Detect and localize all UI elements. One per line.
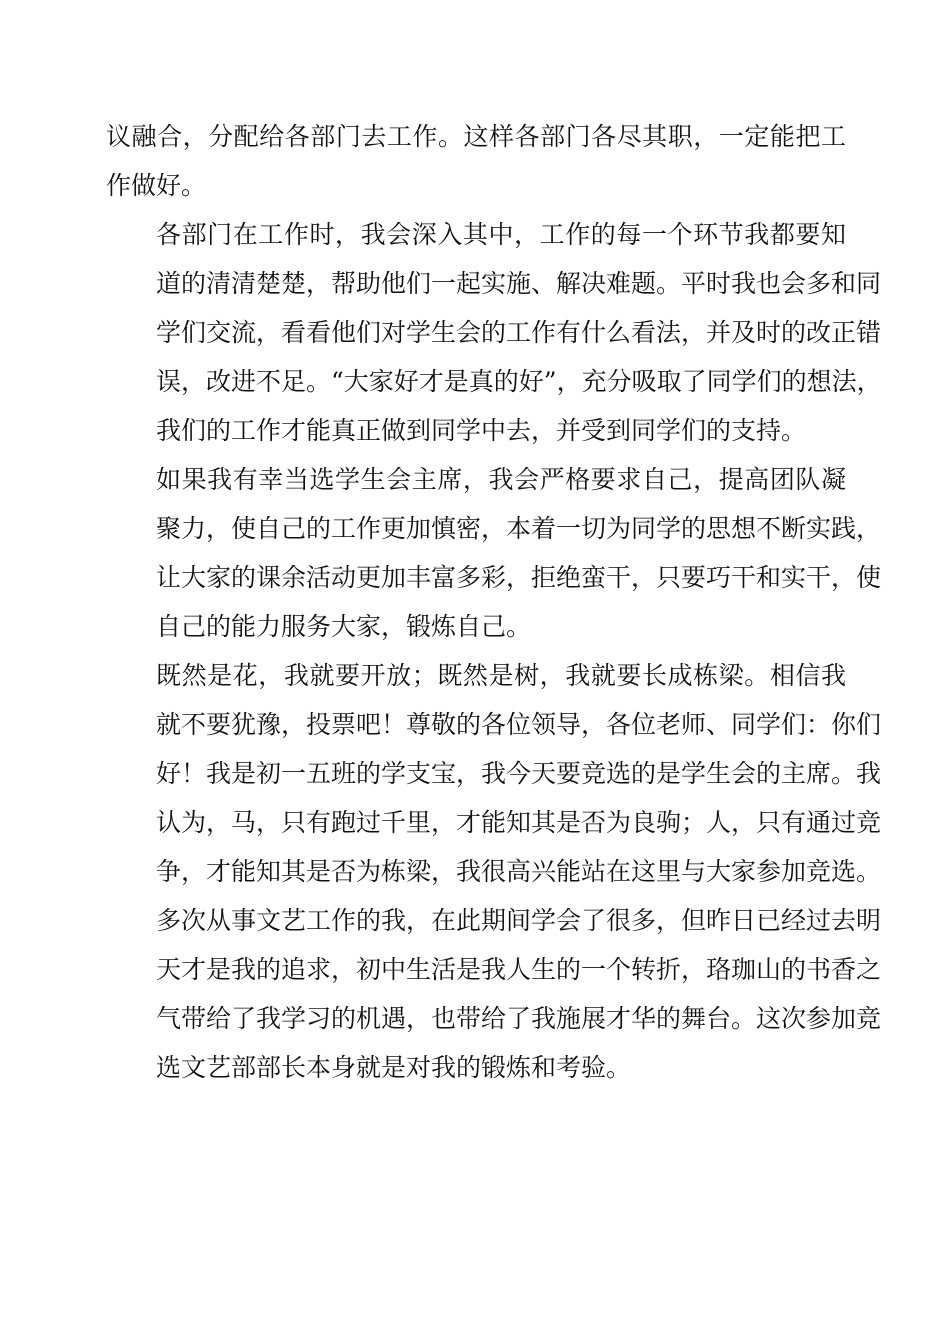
paragraph-line: 让大家的课余活动更加丰富多彩，拒绝蛮干，只要巧干和实干，使 bbox=[156, 563, 882, 592]
paragraph-line: 气带给了我学习的机遇，也带给了我施展才华的舞台。这次参加竞 bbox=[156, 1004, 882, 1033]
paragraph-line: 多次从事文艺工作的我，在此期间学会了很多，但昨日已经过去明 bbox=[156, 906, 882, 935]
paragraph-line: 学们交流，看看他们对学生会的工作有什么看法，并及时的改正错 bbox=[156, 318, 882, 347]
paragraph-line: 好！我是初一五班的学支宝，我今天要竞选的是学生会的主席。我 bbox=[156, 759, 882, 788]
paragraph-line: 就不要犹豫，投票吧！尊敬的各位领导，各位老师、同学们：你们 bbox=[156, 710, 882, 739]
paragraph-line: 选文艺部部长本身就是对我的锻炼和考验。 bbox=[156, 1053, 632, 1082]
paragraph-line: 聚力，使自己的工作更加慎密，本着一切为同学的思想不断实践， bbox=[156, 514, 882, 543]
paragraph-line: 作做好。 bbox=[106, 171, 207, 200]
paragraph-line: 误，改进不足。“大家好才是真的好”，充分吸取了同学们的想法， bbox=[156, 367, 882, 396]
paragraph-line: 既然是花，我就要开放；既然是树，我就要长成栋梁。相信我 bbox=[156, 661, 846, 690]
paragraph-line: 天才是我的追求，初中生活是我人生的一个转折，珞珈山的书香之 bbox=[156, 955, 882, 984]
paragraph-line: 认为，马，只有跑过千里，才能知其是否为良驹；人，只有通过竞 bbox=[156, 808, 882, 837]
paragraph-2 bbox=[106, 210, 882, 455]
paragraph-line: 各部门在工作时，我会深入其中，工作的每一个环节我都要知 bbox=[156, 220, 846, 249]
paragraph-line: 道的清清楚楚，帮助他们一起实施、解决难题。平时我也会多和同 bbox=[156, 269, 882, 298]
paragraph-line: 争，才能知其是否为栋梁，我很高兴能站在这里与大家参加竞选。 bbox=[156, 857, 882, 886]
paragraph-line: 如果我有幸当选学生会主席，我会严格要求自己，提高团队凝 bbox=[156, 465, 846, 494]
paragraph-line: 自己的能力服务大家，锻炼自己。 bbox=[156, 612, 532, 641]
paragraph-1 bbox=[106, 112, 846, 210]
paragraph-4 bbox=[106, 651, 882, 1092]
paragraph-line: 议融合，分配给各部门去工作。这样各部门各尽其职，一定能把工 bbox=[106, 122, 846, 151]
paragraph-3 bbox=[106, 455, 882, 651]
document-page bbox=[106, 112, 882, 1092]
paragraph-line: 我们的工作才能真正做到同学中去，并受到同学们的支持。 bbox=[156, 416, 807, 445]
